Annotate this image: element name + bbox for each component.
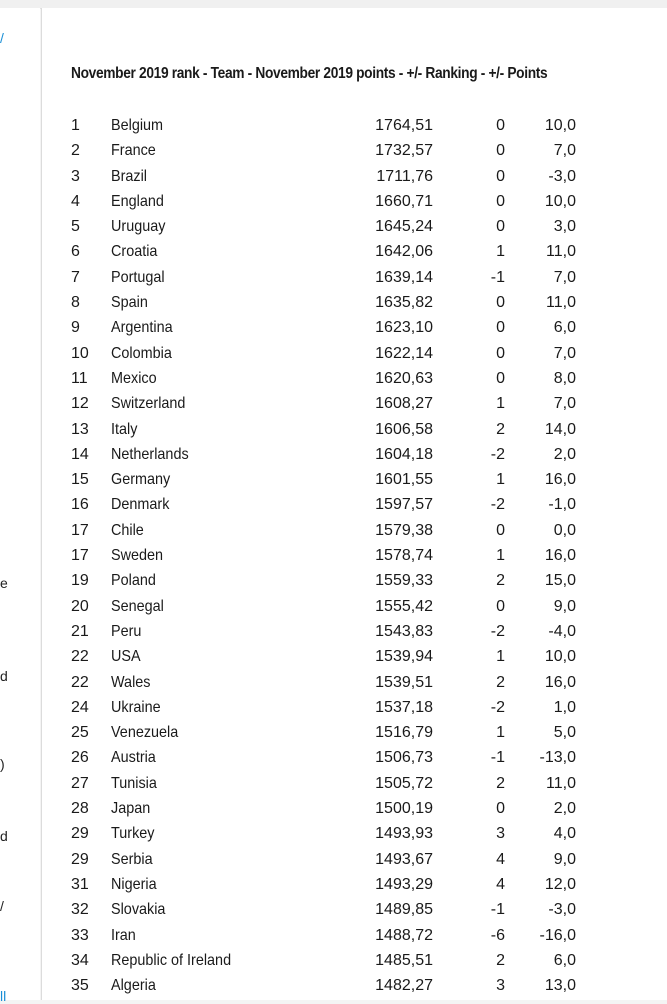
rank-cell: 2 [71,142,80,160]
rank-cell: 8 [71,294,80,312]
points-change-cell: 7,0 [553,268,576,286]
points-change-cell: 7,0 [553,142,576,160]
points-change-cell: 4,0 [553,825,576,843]
team-cell: Denmark [111,496,170,514]
rank-cell: 22 [71,648,89,666]
table-row [42,543,647,568]
points-cell: 1604,18 [375,445,433,463]
table-row [42,695,647,720]
rank-cell: 32 [71,901,89,919]
table-row [42,391,647,416]
team-cell: Republic of Ireland [111,951,232,969]
ranking-change-cell: -6 [490,926,505,944]
team-cell: USA [111,648,141,666]
ranking-change-cell: 0 [496,294,505,312]
points-change-cell: -13,0 [539,749,576,767]
points-cell: 1606,58 [375,420,433,438]
points-change-cell: -3,0 [548,901,576,919]
ranking-change-cell: -2 [490,496,505,514]
ranking-change-cell: -1 [490,749,505,767]
sidebar-fragment: d [0,668,8,684]
table-row [42,366,647,391]
points-cell: 1639,14 [375,268,433,286]
table-row [42,720,647,745]
ranking-change-cell: 0 [496,167,505,185]
points-change-cell: 9,0 [553,850,576,868]
points-change-cell: 15,0 [544,572,576,590]
team-cell: Netherlands [111,445,189,463]
ranking-change-cell: 2 [496,951,505,969]
team-cell: Spain [111,294,148,312]
ranking-change-cell: 0 [496,369,505,387]
team-cell: England [111,192,164,210]
ranking-change-cell: 0 [496,117,505,134]
team-cell: Japan [111,800,151,818]
points-change-cell: 16,0 [544,547,576,565]
table-row [42,265,647,290]
points-change-cell: 7,0 [553,395,576,413]
ranking-change-cell: -1 [490,268,505,286]
points-cell: 1543,83 [375,622,433,640]
points-change-cell: 11,0 [546,774,576,792]
team-cell: Chile [111,521,144,539]
points-cell: 1601,55 [375,471,433,489]
points-change-cell: 11,0 [546,294,576,312]
team-cell: Iran [111,926,136,944]
ranking-change-cell: 1 [496,243,505,261]
ranking-change-cell: 1 [496,547,505,565]
points-change-cell: 16,0 [544,673,576,691]
points-cell: 1732,57 [375,142,433,160]
points-change-cell: 5,0 [553,724,576,742]
points-change-cell: 8,0 [553,369,576,387]
ranking-change-cell: 2 [496,774,505,792]
points-change-cell: 3,0 [553,218,576,236]
team-cell: Poland [111,572,156,590]
points-change-cell: 2,0 [553,445,576,463]
right-gutter [647,8,667,1000]
rank-cell: 11 [71,369,88,387]
points-cell: 1660,71 [375,192,433,210]
team-cell: Argentina [111,319,173,337]
ranking-change-cell: 0 [496,218,505,236]
points-cell: 1642,06 [375,243,433,261]
team-cell: Portugal [111,268,165,286]
table-row [42,417,647,442]
table-header: November 2019 rank - Team - November 2019 points - +/- Ranking - +/- Points [71,65,548,82]
rank-cell: 25 [71,724,89,742]
points-cell: 1500,19 [375,800,433,818]
article-panel [41,8,648,1000]
team-cell: Switzerland [111,395,186,413]
points-change-cell: 10,0 [544,117,576,134]
table-row [42,973,647,998]
points-cell: 1635,82 [375,294,433,312]
team-cell: Wales [111,673,151,691]
points-change-cell: 2,0 [553,800,576,818]
points-cell: 1608,27 [375,395,433,413]
team-cell: Colombia [111,344,172,362]
table-row [42,872,647,897]
points-cell: 1516,79 [375,724,433,742]
rank-cell: 26 [71,749,89,767]
points-cell: 1645,24 [375,218,433,236]
points-cell: 1482,27 [375,977,433,995]
points-change-cell: 1,0 [553,698,576,716]
rank-cell: 31 [71,875,89,893]
ranking-change-cell: 0 [496,319,505,337]
points-change-cell: 7,0 [553,344,576,362]
table-row [42,341,647,366]
table-row [42,619,647,644]
rank-cell: 9 [71,319,80,337]
rank-cell: 22 [71,673,89,691]
ranking-change-cell: 1 [496,648,505,666]
points-change-cell: 11,0 [546,243,576,261]
sidebar-fragment: d [0,828,8,844]
ranking-change-cell: 0 [496,142,505,160]
points-cell: 1555,42 [375,597,433,615]
ranking-change-cell: 1 [496,395,505,413]
points-change-cell: 6,0 [553,951,576,969]
team-cell: Ukraine [111,698,161,716]
ranking-change-cell: 0 [496,521,505,539]
sidebar-fragment[interactable]: ll [0,988,7,1004]
ranking-change-cell: 3 [496,977,505,995]
ranking-table [42,113,647,998]
table-row [42,670,647,695]
points-cell: 1559,33 [375,572,433,590]
points-change-cell: 12,0 [544,875,576,893]
points-cell: 1488,72 [375,926,433,944]
points-change-cell: 0,0 [553,521,576,539]
team-cell: Austria [111,749,156,767]
points-change-cell: 10,0 [544,648,576,666]
table-row [42,214,647,239]
rank-cell: 21 [71,622,89,640]
points-cell: 1493,29 [375,875,433,893]
points-cell: 1578,74 [375,547,433,565]
rank-cell: 10 [71,344,89,362]
rank-cell: 14 [71,445,89,463]
ranking-change-cell: 0 [496,800,505,818]
table-row [42,138,647,163]
points-change-cell: -3,0 [548,167,576,185]
team-cell: Nigeria [111,875,157,893]
rank-cell: 17 [71,521,89,539]
points-change-cell: 10,0 [544,192,576,210]
table-row [42,290,647,315]
rank-cell: 24 [71,698,89,716]
ranking-change-cell: 2 [496,673,505,691]
table-row [42,594,647,619]
sidebar-fragment: ) [0,756,5,772]
table-row [42,442,647,467]
table-row [42,518,647,543]
table-row [42,568,647,593]
points-cell: 1711,76 [376,167,433,185]
table-row [42,745,647,770]
ranking-change-cell: 1 [496,724,505,742]
team-cell: Croatia [111,243,158,261]
rank-cell: 29 [71,850,89,868]
team-cell: Belgium [111,117,164,134]
team-cell: Uruguay [111,218,166,236]
ranking-change-cell: 0 [496,597,505,615]
rank-cell: 13 [71,420,89,438]
points-cell: 1493,93 [375,825,433,843]
table-row [42,492,647,517]
rank-cell: 16 [71,496,89,514]
points-change-cell: 13,0 [544,977,576,995]
ranking-change-cell: 2 [496,420,505,438]
team-cell: France [111,142,156,160]
ranking-change-cell: -2 [490,622,505,640]
points-cell: 1505,72 [375,774,433,792]
team-cell: Serbia [111,850,153,868]
ranking-change-cell: 4 [496,850,505,868]
points-cell: 1489,85 [375,901,433,919]
team-cell: Slovakia [111,901,166,919]
table-row [42,189,647,214]
points-cell: 1506,73 [375,749,433,767]
team-cell: Turkey [111,825,155,843]
rank-cell: 7 [71,268,80,286]
ranking-change-cell: 4 [496,875,505,893]
table-row [42,239,647,264]
table-row [42,821,647,846]
team-cell: Venezuela [111,724,179,742]
team-cell: Sweden [111,547,164,565]
table-row [42,847,647,872]
rank-cell: 29 [71,825,89,843]
points-change-cell: 16,0 [544,471,576,489]
ranking-change-cell: -1 [490,901,505,919]
team-cell: Mexico [111,369,157,387]
rank-cell: 1 [71,117,80,134]
rank-cell: 15 [71,471,89,489]
table-row [42,923,647,948]
points-change-cell: -4,0 [548,622,576,640]
rank-cell: 20 [71,597,89,615]
points-cell: 1493,67 [375,850,433,868]
sidebar-fragment[interactable]: / [0,30,4,46]
rank-cell: 28 [71,800,89,818]
table-row [42,644,647,669]
points-cell: 1485,51 [375,951,433,969]
team-cell: Senegal [111,597,164,615]
team-cell: Peru [111,622,142,640]
ranking-change-cell: 0 [496,192,505,210]
team-cell: Germany [111,471,171,489]
rank-cell: 17 [71,547,89,565]
points-cell: 1622,14 [375,344,433,362]
rank-cell: 35 [71,977,89,995]
table-row [42,771,647,796]
points-cell: 1579,38 [375,521,433,539]
rank-cell: 12 [71,395,89,413]
rank-cell: 3 [71,167,80,185]
table-row [42,164,647,189]
table-row [42,315,647,340]
points-change-cell: -16,0 [539,926,576,944]
ranking-change-cell: 1 [496,471,505,489]
rank-cell: 5 [71,218,80,236]
rank-cell: 33 [71,926,89,944]
team-cell: Brazil [111,167,148,185]
points-change-cell: -1,0 [548,496,576,514]
points-change-cell: 6,0 [553,319,576,337]
points-change-cell: 14,0 [544,420,576,438]
points-change-cell: 9,0 [553,597,576,615]
sidebar-fragment: / [0,898,4,914]
points-cell: 1539,94 [375,648,433,666]
table-row [42,796,647,821]
points-cell: 1539,51 [375,673,433,691]
rank-cell: 19 [71,572,89,590]
ranking-change-cell: -2 [490,698,505,716]
rank-cell: 4 [71,192,80,210]
left-sidebar-fragment [0,8,40,1004]
ranking-change-cell: -2 [490,445,505,463]
table-row [42,948,647,973]
team-cell: Italy [111,420,138,438]
points-cell: 1597,57 [375,496,433,514]
points-cell: 1620,63 [375,369,433,387]
points-cell: 1764,51 [375,117,433,134]
rank-cell: 6 [71,243,80,261]
rank-cell: 34 [71,951,89,969]
table-row [42,897,647,922]
ranking-change-cell: 3 [496,825,505,843]
ranking-change-cell: 0 [496,344,505,362]
team-cell: Tunisia [111,774,157,792]
table-row [42,467,647,492]
points-cell: 1537,18 [375,698,433,716]
points-cell: 1623,10 [375,319,433,337]
ranking-change-cell: 2 [496,572,505,590]
rank-cell: 27 [71,774,89,792]
sidebar-fragment: e [0,575,8,591]
team-cell: Algeria [111,977,156,995]
table-row [42,113,647,138]
